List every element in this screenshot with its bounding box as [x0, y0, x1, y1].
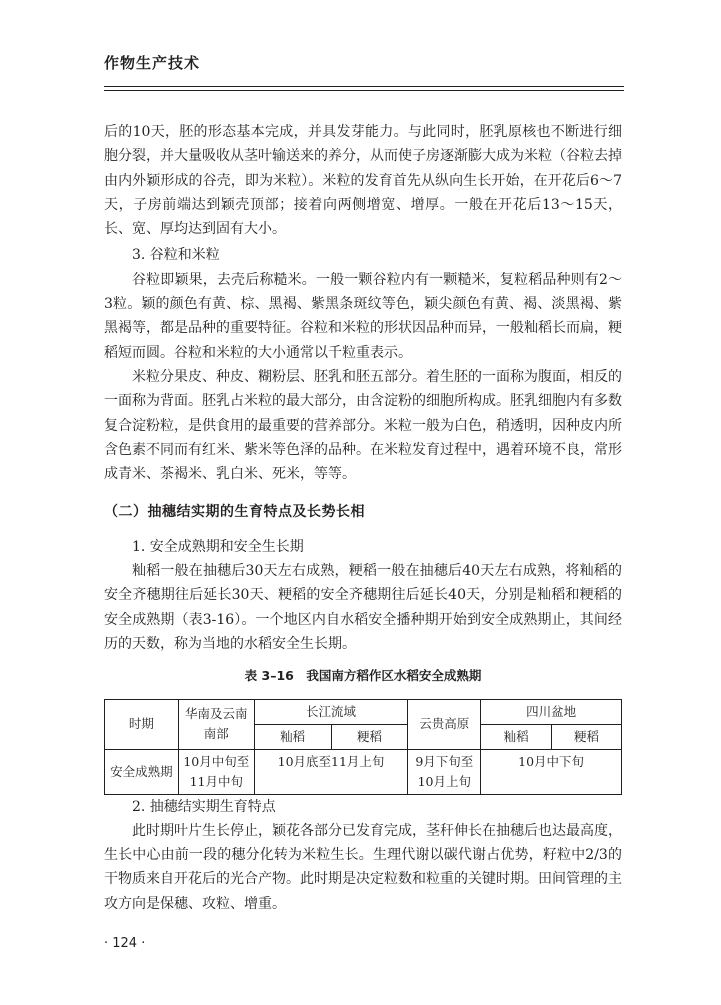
header-cell: 长江流域 [254, 699, 408, 724]
page-number: · 124 · [104, 936, 146, 951]
table-cell: 安全成熟期 [105, 749, 179, 794]
header-cell: 粳稻 [552, 724, 622, 749]
subheading-heading-fruiting: 2. 抽穗结实期生育特点 [132, 798, 276, 815]
table-cell: 10月中下旬 [481, 749, 622, 794]
header-rule-thin [104, 90, 624, 91]
table-cell: 9月下旬至10月上旬 [408, 749, 481, 794]
header-cell: 云贵高原 [408, 699, 481, 749]
paragraph: 后的10天，胚的形态基本完成，并具发芽能力。与此同时，胚乳原核也不断进行细胞分裂，并大量吸收从茎叶输送来的养分，从而使子房逐渐膨大成为米粒（谷粒去掉由内外颖形成的谷壳，即为米粒）。米粒的发育首先从纵向生长开始，在开花后6～7天，子房前端达到颖壳顶部；接着向两侧增宽、增厚。一般在开花后13～15天，长、宽、厚均达到固有大小。 [104, 124, 622, 238]
table-cell: 10月底至11月上旬 [254, 749, 408, 794]
header-cell: 时期 [105, 699, 179, 749]
header-cell: 籼稻 [481, 724, 552, 749]
header-cell: 粳稻 [331, 724, 408, 749]
paragraph: 谷粒即颖果，去壳后称糙米。一般一颗谷粒内有一颗糙米，复粒稻品种则有2～3粒。颖的颜色有黄、棕、黑褐、紫黑条斑纹等色，颖尖颜色有黄、褐、淡黑褐、紫黑褐等，都是品种的重要特征。谷粒和米粒的形状因品种而异，一般籼稻长而扁，粳稻短而圆。谷粒和米粒的大小通常以千粒重表示。 [104, 271, 622, 361]
header-cell: 籼稻 [254, 724, 331, 749]
paragraph: 米粒分果皮、种皮、糊粉层、胚乳和胚五部分。着生胚的一面称为腹面，相反的一面称为背面。胚乳占米粒的最大部分，由含淀粉的细胞所构成。胚乳细胞内有多数复合淀粉粒，是供食用的最重要的营养部分。米粒一般为白色，稍透明，因种皮内所含色素不同而有红米、紫米等色泽的品种。在米粒发育过程中，遇着环境不良，常形成青米、茶褐米、乳白米、死米，等等。 [104, 368, 622, 483]
section-heading: （二）抽穗结实期的生育特点及长势长相 [104, 504, 365, 521]
subheading-grain-and-rice: 3. 谷粒和米粒 [132, 247, 220, 264]
paragraph: 籼稻一般在抽穗后30天左右成熟，粳稻一般在抽穗后40天左右成熟，将籼稻的安全齐穗期往后延长30天、粳稻的安全齐穗期往后延长40天，分别是籼稻和粳稻的安全成熟期（表3-16）。一个地区内自水稻安全播种期开始到安全成熟期止，其间经历的天数，称为当地的水稻安全生长期。 [104, 563, 622, 652]
running-header: 作物生产技术 [104, 54, 201, 72]
page-body [104, 120, 622, 916]
table-caption: 表 3–16 我国南方稻作区水稻安全成熟期 [244, 668, 482, 684]
header-rule-thick [104, 86, 624, 87]
table-header-row [105, 699, 622, 724]
maturity-table [104, 699, 622, 795]
paragraph: 此时期叶片生长停止，颖花各部分已发育完成，茎秆伸长在抽穗后也达最高度，生长中心由前一段的穗分化转为米粒生长。生理代谢以碳代谢占优势，籽粒中2/3的干物质来自开花后的光合产物。此时期是决定粒数和粒重的关键时期。田间管理的主攻方向是保穗、攻粒、增重。 [104, 822, 622, 912]
subheading-safe-maturity: 1. 安全成熟期和安全生长期 [132, 538, 304, 555]
table-row [105, 749, 622, 794]
table-cell: 10月中旬至11月中旬 [178, 749, 254, 794]
header-cell: 华南及云南南部 [178, 699, 254, 749]
header-cell: 四川盆地 [481, 699, 622, 724]
